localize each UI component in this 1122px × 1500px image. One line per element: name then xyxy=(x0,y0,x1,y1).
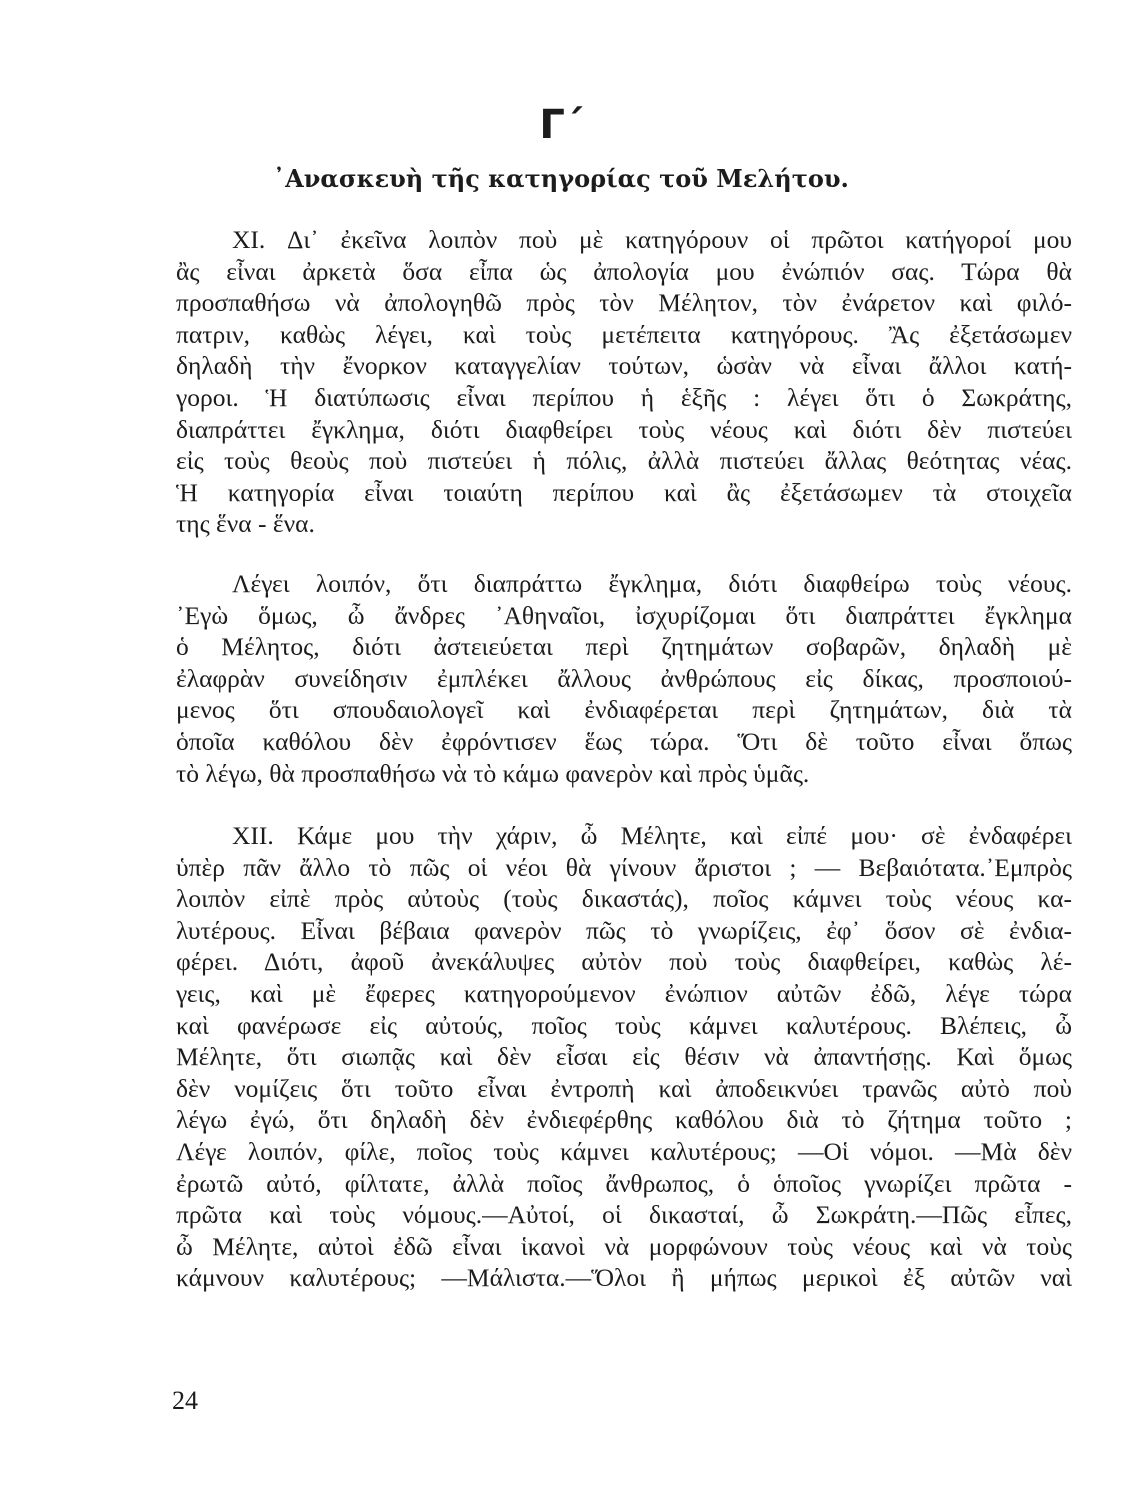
text-line: γεις, καὶ μὲ ἔφερες κατηγορούμενον ἐνώπιον αὐτῶν ἐδῶ, λέγε τώρα xyxy=(176,978,1072,1008)
page-number: 24 xyxy=(172,1386,198,1415)
text-line: μενος ὅτι σπουδαιολογεῖ καὶ ἐνδιαφέρεται περὶ ζητημάτων, διὰ τὰ xyxy=(176,695,1072,725)
text-line: ὁποῖα καθόλου δὲν ἐφρόντισεν ἕως τώρα. Ὅτι δὲ τοῦτο εἶναι ὅπως xyxy=(176,726,1072,756)
text-line: Μέλητε, ὅτι σιωπᾷς καὶ δὲν εἶσαι εἰς θέσιν νὰ ἀπαντήσῃς. Καὶ ὅμως xyxy=(176,1042,1072,1072)
text-line: κάμνουν καλυτέρους; —Μάλιστα.—Ὅλοι ἢ μήπως μερικοὶ ἐξ αὐτῶν ναὶ xyxy=(176,1263,1072,1293)
chapter-title: ᾿Ανασκευὴ τῆς κατηγορίας τοῦ Μελήτου. xyxy=(273,164,849,193)
text-line: ἐλαφρὰν συνείδησιν ἐμπλέκει ἄλλους ἀνθρώπους εἰς δίκας, προσποιού- xyxy=(176,663,1072,693)
section-xi-paragraph-1 xyxy=(176,224,1072,540)
text-line: γοροι. Ἡ διατύπωσις εἶναι περίπου ἡ ἑξῆς : λέγει ὅτι ὁ Σωκράτης, xyxy=(176,382,1072,412)
text-line: τὸ λέγω, θὰ προσπαθήσω νὰ τὸ κάμω φανερὸν καὶ πρὸς ὑμᾶς. xyxy=(176,758,810,788)
text-line: ὁ Μέλητος, διότι ἀστειεύεται περὶ ζητημάτων σοβαρῶν, δηλαδὴ μὲ xyxy=(176,632,1072,662)
text-line: ἂς εἶναι ἀρκετὰ ὅσα εἶπα ὡς ἀπολογία μου ἐνώπιόν σας. Τώρα θὰ xyxy=(176,256,1072,286)
text-line: δὲν νομίζεις ὅτι τοῦτο εἶναι ἐντροπὴ καὶ ἀποδεικνύει τρανῶς αὐτὸ ποὺ xyxy=(176,1073,1072,1103)
text-line: πρῶτα καὶ τοὺς νόμους.—Αὐτοί, οἱ δικασταί, ὦ Σωκράτη.—Πῶς εἶπες, xyxy=(176,1200,1072,1230)
text-line: λέγω ἐγώ, ὅτι δηλαδὴ δὲν ἐνδιεφέρθης καθόλου διὰ τὸ ζήτημα τοῦτο ; xyxy=(176,1105,1072,1135)
section-xii-paragraph xyxy=(176,820,1072,1294)
text-line: της ἕνα - ἕνα. xyxy=(176,509,315,539)
text-line: XI. Δι᾿ ἐκεῖνα λοιπὸν ποὺ μὲ κατηγόρουν οἱ πρῶτοι κατήγοροί μου xyxy=(232,225,1072,254)
text-line: πατριν, καθὼς λέγει, καὶ τοὺς μετέπειτα κατηγόρους. Ἂς ἐξετάσωμεν xyxy=(176,319,1072,349)
text-line: δηλαδὴ τὴν ἔνορκον καταγγελίαν τούτων, ὡσὰν νὰ εἶναι ἄλλοι κατή- xyxy=(176,351,1072,381)
chapter-letter: Γ΄ xyxy=(539,102,583,148)
text-line: εἰς τοὺς θεοὺς ποὺ πιστεύει ἡ πόλις, ἀλλὰ πιστεύει ἄλλας θεότητας νέας. xyxy=(176,446,1072,476)
text-line: XII. Κάμε μου τὴν χάριν, ὦ Μέλητε, καὶ εἰπέ μου· σὲ ἐνδαφέρει xyxy=(232,821,1072,850)
text-line: λυτέρους. Εἶναι βέβαια φανερὸν πῶς τὸ γνωρίζεις, ἐφ᾿ ὅσον σὲ ἐνδια- xyxy=(176,915,1072,945)
text-line: προσπαθήσω νὰ ἀπολογηθῶ πρὸς τὸν Μέλητον, τὸν ἐνάρετον καὶ φιλό- xyxy=(176,288,1072,318)
section-xi-paragraph-2 xyxy=(176,568,1072,789)
text-line: ᾿Εγὼ ὅμως, ὦ ἄνδρες ᾿Αθηναῖοι, ἰσχυρίζομαι ὅτι διαπράττει ἔγκλημα xyxy=(176,600,1072,630)
text-line: ὑπὲρ πᾶν ἄλλο τὸ πῶς οἱ νέοι θὰ γίνουν ἄριστοι ; — Βεβαιότατα.᾿Εμπρὸς xyxy=(176,852,1072,882)
text-line: καὶ φανέρωσε εἰς αὐτούς, ποῖος τοὺς κάμνει καλυτέρους. Βλέπεις, ὦ xyxy=(176,1010,1072,1040)
text-line: διαπράττει ἔγκλημα, διότι διαφθείρει τοὺς νέους καὶ διότι δὲν πιστεύει xyxy=(176,414,1072,444)
text-line: ἐρωτῶ αὐτό, φίλτατε, ἀλλὰ ποῖος ἄνθρωπος, ὁ ὁποῖος γνωρίζει πρῶτα - xyxy=(176,1168,1072,1198)
text-line: λοιπὸν εἰπὲ πρὸς αὐτοὺς (τοὺς δικαστάς), ποῖος κάμνει τοὺς νέους κα- xyxy=(176,884,1072,914)
text-line: Λέγε λοιπόν, φίλε, ποῖος τοὺς κάμνει καλυτέρους; —Οἱ νόμοι. —Μὰ δὲν xyxy=(176,1136,1072,1166)
text-line: Ἡ κατηγορία εἶναι τοιαύτη περίπου καὶ ἂς ἐξετάσωμεν τὰ στοιχεῖα xyxy=(176,477,1072,507)
text-line: Λέγει λοιπόν, ὅτι διαπράττω ἔγκλημα, διότι διαφθείρω τοὺς νέους. xyxy=(232,569,1072,598)
text-line: ὦ Μέλητε, αὐτοὶ ἐδῶ εἶναι ἱκανοὶ νὰ μορφώνουν τοὺς νέους καὶ νὰ τοὺς xyxy=(176,1231,1072,1261)
text-line: φέρει. Διότι, ἀφοῦ ἀνεκάλυψες αὐτὸν ποὺ τοὺς διαφθείρει, καθὼς λέ- xyxy=(176,947,1072,977)
